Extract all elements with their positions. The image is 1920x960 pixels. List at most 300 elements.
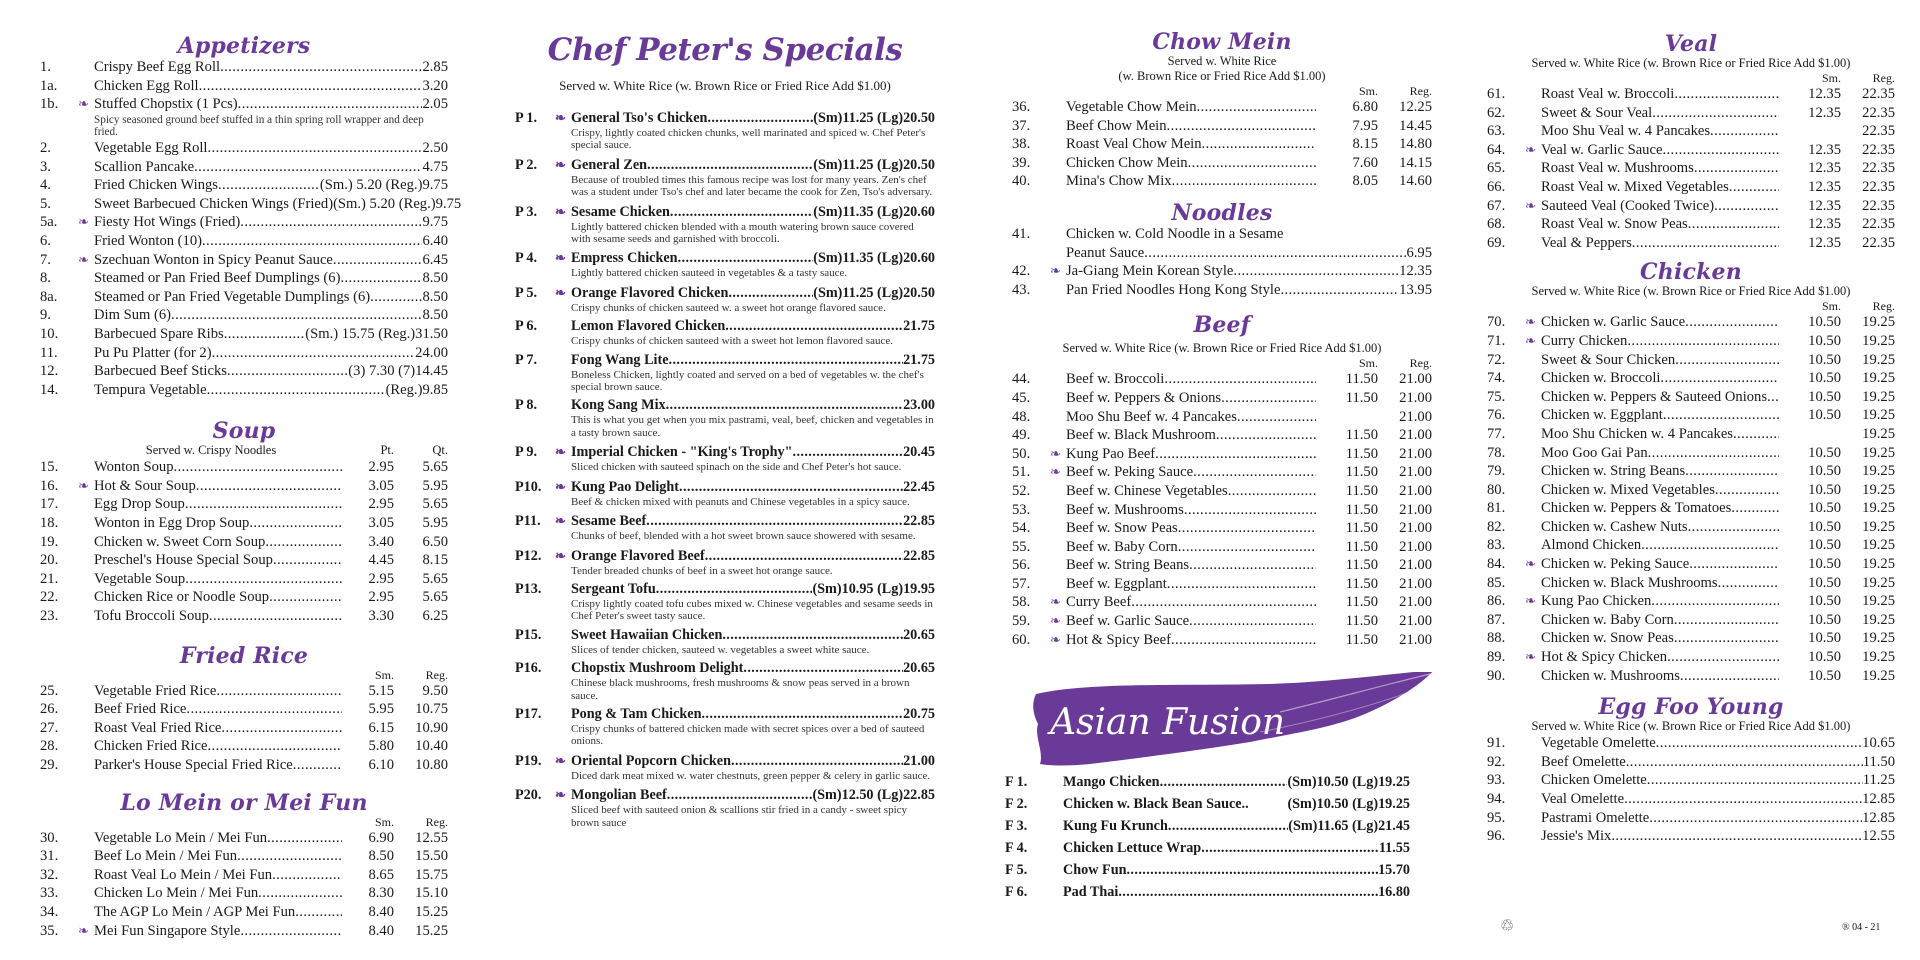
item-number: 45. — [1012, 389, 1031, 406]
leader-dots — [186, 700, 342, 719]
menu-item — [1487, 234, 1895, 253]
price-small: 12.35 — [1808, 216, 1841, 233]
menu-item — [1487, 141, 1895, 160]
price-regular: 19.25 — [1862, 463, 1895, 480]
leader-dots — [240, 213, 422, 232]
special-code: P15. — [515, 626, 542, 643]
menu-item — [1012, 281, 1432, 300]
menu-item — [40, 344, 448, 363]
item-name: Chicken w. Peppers & Sauteed Onions — [1541, 388, 1768, 405]
leader-dots — [209, 607, 342, 626]
menu-item — [1487, 178, 1895, 197]
leader-dots — [1649, 809, 1862, 828]
noodles-list — [1012, 225, 1432, 299]
asian-fusion-section — [1005, 771, 1410, 903]
item-price: 12.85 — [1862, 809, 1895, 826]
item-name: Chicken w. String Beans — [1541, 463, 1686, 480]
menu-item — [1487, 425, 1895, 444]
leader-dots — [1164, 370, 1316, 389]
price-small: 11.50 — [1345, 389, 1378, 406]
menu-item — [1012, 631, 1432, 650]
item-number: 96. — [1487, 828, 1506, 845]
egg-foo-young-subtitle: Served w. White Rice (w. Brown Rice or Fried Rice Add $1.00) — [1531, 719, 1851, 734]
item-name: Parker's House Special Fried Rice — [94, 757, 293, 773]
price-small: 12.35 — [1808, 86, 1841, 102]
spicy-icon: ❧ — [78, 922, 89, 938]
menu-item — [1012, 445, 1432, 464]
spicy-icon: ❧ — [1525, 556, 1536, 572]
special-size: (Sm)11.25 (Lg) — [813, 284, 904, 301]
leader-dots — [1118, 881, 1378, 903]
price-small: 10.50 — [1808, 611, 1841, 628]
special-item — [515, 318, 935, 335]
item-name: Vegetable Omelette — [1541, 735, 1656, 752]
price-small: 10.50 — [1808, 407, 1841, 424]
leader-dots — [1202, 135, 1316, 154]
beef-list — [1012, 370, 1432, 649]
price-small: 10.50 — [1808, 593, 1841, 610]
spicy-icon: ❧ — [555, 752, 566, 768]
price-small: 8.65 — [368, 866, 394, 883]
price-regular: 21.00 — [1399, 594, 1432, 611]
leader-dots — [1188, 154, 1316, 173]
price-small: 10.50 — [1808, 463, 1841, 480]
beef-col2: Reg. — [1409, 356, 1432, 371]
item-number: 27. — [40, 719, 59, 736]
leader-dots — [1168, 815, 1288, 837]
special-name: Kong Sang Mix — [571, 397, 666, 414]
price-small: 4.45 — [368, 552, 394, 569]
egg-foo-young-list — [1487, 734, 1895, 846]
leader-dots — [212, 344, 416, 363]
price-small: 12.35 — [1808, 104, 1841, 121]
special-price: 20.50 — [903, 156, 935, 173]
menu-item — [40, 588, 448, 607]
price-regular: 19.25 — [1862, 611, 1895, 628]
specials-list — [515, 109, 935, 829]
leader-dots — [1611, 827, 1862, 846]
fusion-name: Chicken Lettuce Wrap — [1063, 840, 1202, 856]
menu-item — [40, 551, 448, 570]
price-regular: 14.45 — [1399, 117, 1432, 134]
leader-dots — [728, 285, 813, 302]
special-price: 20.75 — [903, 705, 935, 722]
leader-dots — [218, 176, 320, 195]
leader-dots — [1626, 753, 1863, 772]
price-regular: 12.25 — [1399, 99, 1432, 115]
price-small: 11.50 — [1345, 482, 1378, 499]
special-description: Tender breaded chunks of beef in a sweet hot orange sauce. — [571, 564, 833, 577]
special-item — [515, 478, 935, 496]
item-name: Moo Shu Veal w. 4 Pancakes — [1541, 123, 1711, 140]
price-small: 12.35 — [1808, 234, 1841, 251]
item-name: Almond Chicken — [1541, 537, 1642, 554]
price-regular: 22.35 — [1862, 160, 1895, 177]
item-name: Moo Goo Gai Pan — [1541, 444, 1648, 461]
leader-dots — [1193, 463, 1316, 482]
price-regular: 19.25 — [1862, 537, 1895, 554]
menu-item — [1487, 629, 1895, 648]
item-number: 81. — [1487, 500, 1506, 517]
special-price: 20.65 — [903, 660, 935, 677]
item-number: 67. — [1487, 197, 1506, 214]
appetizers-section — [40, 33, 462, 399]
leader-dots — [1663, 406, 1779, 425]
leader-dots — [240, 922, 342, 941]
item-number: 8a. — [40, 288, 58, 305]
item-price: 10.65 — [1862, 735, 1895, 752]
special-item — [515, 249, 935, 267]
item-number: 48. — [1012, 408, 1031, 425]
menu-code: ® 04 - 21 — [1842, 922, 1881, 933]
item-price: 4.75 — [422, 158, 448, 175]
price-regular: 19.25 — [1862, 481, 1895, 498]
item-name: Beef w. Baby Corn — [1066, 538, 1178, 555]
leader-dots — [1647, 771, 1863, 790]
leader-dots — [1680, 667, 1779, 686]
special-name: Lemon Flavored Chicken — [571, 318, 726, 335]
item-number: 60. — [1012, 631, 1031, 648]
price-regular: 19.25 — [1862, 630, 1895, 647]
item-name: Chicken w. Garlic Sauce — [1541, 314, 1686, 331]
special-item — [515, 156, 935, 174]
item-name: Beef w. Garlic Sauce — [1066, 613, 1190, 630]
menu-item — [40, 922, 448, 941]
item-number: 5a. — [40, 214, 58, 231]
price-small: 5.15 — [368, 682, 394, 699]
price-regular: 21.00 — [1399, 408, 1432, 425]
asian-fusion-banner — [1030, 672, 1435, 768]
item-number: 15. — [40, 459, 59, 476]
item-number: 36. — [1012, 99, 1031, 115]
leader-dots — [207, 381, 386, 400]
item-number: 51. — [1012, 464, 1031, 481]
soup-section — [40, 419, 448, 625]
price-small: 11.50 — [1345, 445, 1378, 462]
fusion-size: (Sm)10.50 (Lg) — [1287, 774, 1379, 790]
item-price: 8.50 — [422, 288, 448, 305]
price-small: 3.30 — [368, 608, 394, 625]
menu-item — [1487, 406, 1895, 425]
price-regular: 9.50 — [422, 682, 448, 699]
price-regular: 21.00 — [1399, 464, 1432, 481]
item-price: 9.85 — [422, 381, 448, 398]
leader-dots — [1689, 555, 1779, 574]
special-price: 22.45 — [903, 478, 935, 495]
beef-subtitle: Served w. White Rice (w. Brown Rice or Fried Rice Add $1.00) — [1062, 341, 1382, 356]
special-code: P11. — [515, 513, 541, 530]
item-name: Chicken Omelette — [1541, 772, 1647, 789]
special-name: Fong Wang Lite — [571, 351, 669, 368]
special-size: (Sm)11.25 (Lg) — [813, 156, 904, 173]
leader-dots — [171, 306, 422, 325]
item-number: 87. — [1487, 611, 1506, 628]
leader-dots — [1184, 501, 1316, 520]
item-number: 93. — [1487, 772, 1506, 789]
item-name: Chicken w. Baby Corn — [1541, 611, 1674, 628]
item-number: 4. — [40, 177, 51, 194]
special-price: 23.00 — [903, 397, 935, 414]
leader-dots — [370, 288, 422, 307]
leader-dots — [1237, 408, 1316, 427]
leader-dots — [1178, 538, 1316, 557]
item-name: Preschel's House Special Soup — [94, 552, 273, 569]
fusion-item — [1005, 881, 1410, 903]
special-description: Chunks of beef, blended with a hot sweet brown sauce showered with sesame. — [571, 530, 916, 543]
menu-item — [40, 306, 448, 325]
leader-dots — [1160, 771, 1288, 793]
spicy-icon: ❧ — [1050, 631, 1061, 647]
spicy-icon: ❧ — [555, 478, 566, 494]
special-description: Crispy lightly coated tofu cubes mixed w. Chinese vegetables and sesame seeds in Chef Peter's sweet tasty sauce. — [571, 597, 933, 623]
egg-foo-young-section — [1487, 695, 1895, 846]
item-name: Chicken w. Peking Sauce — [1541, 556, 1690, 573]
item-name: Chicken w. Snow Peas — [1541, 630, 1674, 647]
chow-mein-col1: Sm. — [1358, 84, 1378, 98]
special-item — [515, 397, 935, 414]
item-name: Wonton in Egg Drop Soup — [94, 515, 250, 532]
menu-item — [1487, 104, 1895, 123]
special-size: (Sm)10.95 (Lg) — [812, 580, 904, 597]
item-number: 18. — [40, 515, 59, 532]
price-regular: 15.75 — [415, 866, 448, 883]
item-price: 12.35 — [1399, 263, 1432, 280]
leader-dots — [701, 706, 903, 723]
fried-rice-header — [40, 668, 448, 682]
item-name: Veal Omelette — [1541, 791, 1625, 807]
chow-mein-list — [1012, 98, 1432, 191]
fusion-item — [1005, 793, 1410, 815]
special-item — [515, 352, 935, 369]
item-name: Chicken w. Broccoli — [1541, 370, 1661, 387]
leader-dots — [678, 250, 814, 267]
price-regular: 21.00 — [1399, 520, 1432, 537]
leader-dots — [1731, 499, 1779, 518]
column-1 — [40, 33, 462, 940]
price-small: 12.35 — [1808, 160, 1841, 177]
menu-item — [1487, 536, 1895, 555]
item-number: 50. — [1012, 445, 1031, 462]
item-name: Beef w. Snow Peas — [1066, 520, 1178, 537]
egg-foo-young-title: Egg Foo Young — [1598, 694, 1784, 721]
leader-dots — [667, 787, 813, 804]
fusion-price: 16.80 — [1378, 884, 1410, 900]
chow-mein-title: Chow Mein — [1152, 29, 1292, 55]
item-number: 84. — [1487, 556, 1506, 573]
item-name-continued: Peanut Sauce — [1066, 244, 1145, 261]
item-price: 11.50 — [1862, 753, 1895, 770]
spicy-icon: ❧ — [555, 250, 566, 266]
item-name: Pu Pu Platter (for 2) — [94, 344, 212, 361]
menu-item — [1012, 501, 1432, 520]
menu-item — [1012, 225, 1432, 244]
menu-item — [1487, 215, 1895, 234]
column-4 — [1487, 32, 1895, 846]
menu-item — [40, 269, 448, 288]
item-number: 75. — [1487, 388, 1506, 405]
item-number: 33. — [40, 885, 59, 902]
item-price: 2.85 — [422, 59, 448, 75]
item-name: Moo Shu Beef w. 4 Pancakes — [1066, 408, 1237, 425]
special-name: Mongolian Beef — [571, 787, 667, 804]
leader-dots — [273, 551, 342, 570]
price-small: 10.50 — [1808, 481, 1841, 498]
item-name: Vegetable Soup — [94, 570, 186, 587]
price-regular: 14.15 — [1399, 154, 1432, 171]
leader-dots — [207, 139, 422, 158]
item-name: Hot & Spicy Beef — [1066, 631, 1171, 648]
asian-fusion-title: Asian Fusion — [1050, 702, 1286, 743]
special-code: P10. — [515, 478, 542, 495]
item-price: 6.95 — [1406, 244, 1432, 261]
item-number: 57. — [1012, 575, 1031, 592]
item-name: The AGP Lo Mein / AGP Mei Fun — [94, 903, 296, 920]
menu-item — [40, 251, 448, 270]
item-size: (3) 7.30 (7) — [348, 363, 416, 380]
special-code: P17. — [515, 705, 542, 722]
special-description: Lightly battered chicken blended with a mouth watering brown sauce covered with sesame seeds and garnished with broccoli. — [571, 220, 914, 246]
leader-dots — [1685, 462, 1779, 481]
item-name: Mei Fun Singapore Style — [94, 922, 241, 939]
item-name: Tempura Vegetable — [94, 381, 207, 398]
price-regular: 5.95 — [422, 477, 448, 494]
price-regular: 5.65 — [422, 570, 448, 587]
menu-item — [40, 195, 462, 214]
special-description: Sliced chicken with sauteed spinach on the side and Chef Peter's hot sauce. — [571, 461, 902, 474]
spicy-icon: ❧ — [555, 444, 566, 460]
item-name: Hot & Spicy Chicken — [1541, 649, 1668, 666]
price-small: 2.95 — [368, 496, 394, 513]
price-small: 6.90 — [368, 829, 394, 846]
leader-dots — [272, 866, 342, 885]
leader-dots — [647, 157, 813, 174]
price-regular: 19.25 — [1862, 388, 1895, 405]
price-regular: 6.25 — [422, 608, 448, 625]
leader-dots — [1131, 593, 1316, 612]
leader-dots — [1216, 426, 1316, 445]
leader-dots — [227, 362, 348, 381]
item-name: Barbecued Spare Ribs — [94, 325, 224, 342]
special-price: 22.85 — [903, 547, 935, 564]
menu-item — [1012, 135, 1432, 154]
price-small: 10.50 — [1808, 314, 1841, 331]
menu-item — [40, 829, 448, 848]
price-regular: 19.25 — [1862, 444, 1895, 461]
item-number: 85. — [1487, 574, 1506, 591]
special-item — [515, 786, 935, 804]
item-name: Pastrami Omelette — [1541, 809, 1650, 826]
price-regular: 12.55 — [415, 829, 448, 846]
menu-item — [1012, 482, 1432, 501]
menu-item — [40, 847, 448, 866]
fusion-size: (Sm)11.65 (Lg) — [1288, 818, 1379, 834]
spicy-icon: ❧ — [555, 547, 566, 563]
special-description: Because of troubled times this famous recipe was lost for many years. Zen's chef was a student under Tso's chef and later became the cook for Zen, Tso's adversary. — [571, 173, 933, 199]
menu-item — [1487, 351, 1895, 370]
item-name: Chicken w. Black Mushrooms — [1541, 574, 1718, 591]
item-name: Stuffed Chopstix (1 Pcs) — [94, 96, 238, 113]
menu-item — [1012, 262, 1432, 281]
item-name: Beef w. Peppers & Onions — [1066, 389, 1222, 406]
item-number: 39. — [1012, 154, 1031, 171]
menu-item — [40, 381, 448, 400]
fusion-name: Kung Fu Krunch — [1063, 818, 1168, 834]
price-small: 2.95 — [368, 570, 394, 587]
price-small: 8.40 — [368, 922, 394, 939]
leader-dots — [1674, 85, 1779, 104]
menu-item — [1012, 408, 1432, 427]
item-number: 56. — [1012, 557, 1031, 574]
price-regular: 19.25 — [1862, 407, 1895, 424]
lo-mein-col2: Reg. — [425, 814, 448, 829]
menu-item — [1012, 538, 1432, 557]
leader-dots — [1632, 234, 1779, 253]
item-number: 30. — [40, 829, 59, 846]
item-price: 11.25 — [1862, 772, 1895, 789]
menu-item — [40, 325, 448, 344]
spicy-icon: ❧ — [1050, 263, 1061, 279]
spicy-icon: ❧ — [78, 251, 89, 267]
spicy-icon: ❧ — [1525, 332, 1536, 348]
price-small: 3.05 — [368, 477, 394, 494]
veal-subtitle: Served w. White Rice (w. Brown Rice or Fried Rice Add $1.00) — [1531, 56, 1851, 70]
item-name: Beef w. Eggplant — [1066, 575, 1167, 592]
item-price: 8.50 — [422, 270, 448, 287]
price-small: 10.50 — [1808, 444, 1841, 461]
item-name: Ja-Giang Mein Korean Style — [1066, 263, 1234, 280]
menu-item — [40, 176, 448, 195]
special-description: Crispy chunks of chicken sauteed with a sweet hot lemon flavored sauce. — [571, 335, 893, 348]
price-regular: 10.90 — [415, 719, 448, 736]
item-number: 59. — [1012, 613, 1031, 630]
item-number: 94. — [1487, 791, 1506, 807]
item-number: 49. — [1012, 427, 1031, 444]
price-small: 8.50 — [368, 848, 394, 865]
leader-dots — [731, 753, 903, 770]
price-regular: 22.35 — [1862, 123, 1895, 140]
menu-item — [1487, 790, 1895, 809]
leader-dots — [207, 737, 342, 756]
item-description: Spicy seasoned ground beef stuffed in a thin spring roll wrapper and deep fried. — [94, 113, 424, 139]
item-name: Hot & Sour Soup — [94, 477, 196, 494]
special-size: (Sm)11.35 (Lg) — [813, 203, 904, 220]
item-name: Curry Chicken — [1541, 332, 1628, 349]
menu-item — [1487, 85, 1895, 104]
leader-dots — [249, 514, 342, 533]
item-number: 80. — [1487, 481, 1506, 498]
spicy-icon: ❧ — [1525, 197, 1536, 213]
special-price: 21.75 — [903, 351, 935, 368]
leader-dots — [1660, 369, 1779, 388]
price-regular: 21.00 — [1399, 389, 1432, 406]
price-small: 6.15 — [368, 719, 394, 736]
item-price: 6.45 — [422, 251, 448, 268]
fusion-code: F 1. — [1005, 774, 1028, 790]
lo-mein-section — [40, 791, 448, 941]
special-description: Beef & chicken mixed with peanuts and Chinese vegetables in a spicy sauce. — [571, 495, 910, 508]
item-number: 54. — [1012, 520, 1031, 537]
specials-title: Chef Peter's Specials — [547, 32, 903, 68]
price-small: 11.50 — [1345, 464, 1378, 481]
price-small: 11.50 — [1345, 371, 1378, 388]
item-price: 2.50 — [422, 139, 448, 156]
item-number: 21. — [40, 570, 59, 587]
leader-dots — [1233, 262, 1399, 281]
item-number: 76. — [1487, 407, 1506, 424]
special-name: Sesame Beef — [571, 513, 647, 530]
menu-item — [1487, 648, 1895, 667]
special-code: P 1. — [515, 110, 538, 126]
